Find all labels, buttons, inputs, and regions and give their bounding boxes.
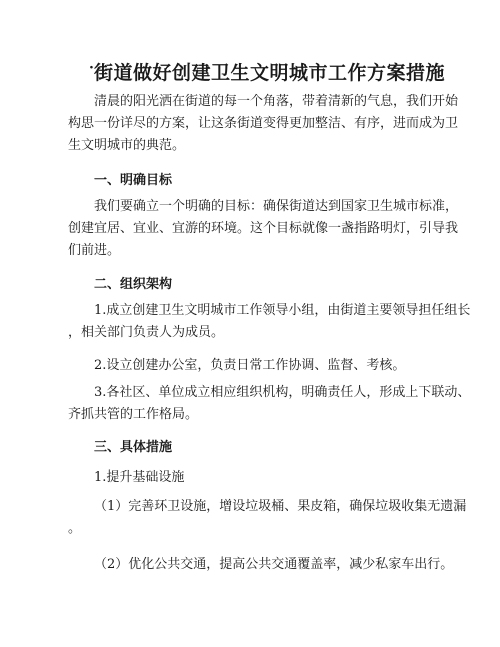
org-item-2: 2.设立创建办公室，负责日常工作协调、监督、考核。 (94, 358, 406, 373)
measure-item-line: 。 (68, 521, 82, 536)
intro-paragraph (68, 91, 459, 157)
page-title: 街道做好创建卫生文明城市工作方案措施 (94, 62, 446, 84)
measure-subheading: 1.提升基础设施 (94, 470, 185, 485)
measure-item-1 (68, 496, 467, 540)
org-item-line: ，相关部门负责人为成员。 (68, 325, 225, 340)
section-heading-measures: 三、具体措施 (94, 440, 173, 455)
section-heading-organization: 二、组织架构 (94, 277, 173, 292)
measure-item-line: （1）完善环卫设施，增设垃圾桶、果皮箱，确保垃圾收集无遗漏 (94, 499, 467, 514)
goal-line: 我们要确立一个明确的目标：确保街道达到国家卫生城市标准， (94, 199, 459, 214)
org-item-line: 1.成立创建卫生文明城市工作领导小组，由街道主要领导担任组长 (94, 303, 471, 318)
org-item-line: 齐抓共管的工作格局。 (68, 407, 199, 422)
intro-line: 构思一份详尽的方案，让这条街道变得更加整洁、有序，进而成为卫 (68, 116, 459, 131)
goal-line: 创建宜居、宜业、宜游的环境。这个目标就像一盏指路明灯，引导我 (68, 221, 459, 236)
section-heading-goal: 一、明确目标 (94, 173, 173, 188)
title-marker: · (89, 60, 94, 76)
intro-line: 清晨的阳光洒在街道的每一个角落，带着清新的气息，我们开始 (94, 94, 459, 109)
goal-line: 们前进。 (68, 243, 121, 258)
goal-paragraph (68, 196, 459, 262)
intro-line: 生文明城市的典范。 (68, 138, 186, 153)
org-item-line: 3.各社区、单位成立相应组织机构，明确责任人，形成上下联动、 (94, 385, 471, 400)
org-item-1 (68, 300, 471, 344)
measure-item-2: （2）优化公共交通，提高公共交通覆盖率，减少私家车出行。 (94, 557, 454, 572)
org-item-3 (68, 382, 471, 426)
